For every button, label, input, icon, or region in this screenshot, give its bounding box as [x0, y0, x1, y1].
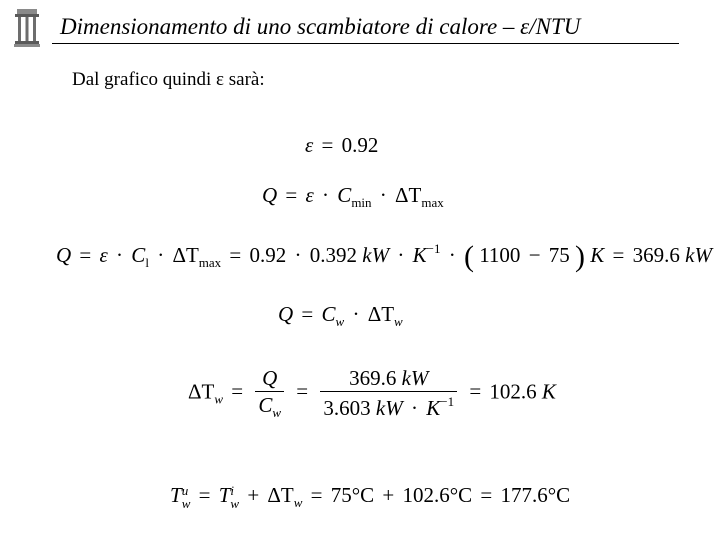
eq2-c-sub: min — [351, 195, 372, 210]
eq4-dot: · — [352, 302, 360, 326]
eq5-f1-den-sub: w — [272, 405, 282, 420]
eq5-lhs: ΔT — [188, 379, 215, 404]
eq2-eps: ε — [305, 183, 314, 207]
eq2-q: Q — [262, 183, 278, 207]
eq3-eps: ε — [99, 243, 108, 267]
heat-rate-calculation — [56, 242, 712, 272]
eq5-lhs-sub: w — [214, 391, 224, 407]
eq3-result: 369.6 — [632, 243, 680, 267]
eq2-t-sub: max — [421, 195, 444, 210]
eq3-cval: 0.392 — [309, 243, 358, 267]
eq3-unit-kw2: kW — [685, 243, 712, 267]
eq3-equals2: = — [229, 243, 242, 267]
eq4-c-sub: w — [335, 314, 345, 329]
eq3-t-in: 1100 — [479, 243, 521, 267]
eq4-q: Q — [278, 302, 294, 326]
epsilon-equation — [305, 135, 378, 156]
eq3-c-sub: l — [145, 255, 149, 270]
eq3-lparen: ( — [463, 240, 474, 273]
eq5-result: 102.6 — [489, 379, 537, 404]
eq3-dot1: · — [116, 243, 124, 267]
eq5-equals3: = — [469, 379, 482, 404]
water-heat-formula — [278, 304, 403, 328]
intro-text: Dal grafico quindi ε sarà: — [72, 69, 265, 90]
eq6-t-in-sub: w — [230, 496, 240, 511]
eq5-fraction-numeric — [320, 368, 457, 419]
eq6-equals2: = — [310, 482, 323, 507]
eq2-dot1: · — [322, 183, 330, 207]
eq3-equals1: = — [79, 243, 92, 267]
eq3-exp: −1 — [426, 241, 441, 256]
eq2-dot2: · — [379, 183, 387, 207]
eq3-eff: 0.92 — [249, 243, 287, 267]
eq3-q: Q — [56, 243, 72, 267]
eq2-c: C — [337, 183, 352, 207]
heat-rate-formula — [262, 185, 444, 209]
title-underline — [52, 43, 679, 44]
eq3-equals3: = — [612, 243, 625, 267]
eq3-minus: − — [528, 243, 541, 267]
eq6-t-out: T — [170, 482, 182, 507]
eq3-t-sub: max — [198, 255, 222, 270]
eq5-f2-den-unit: kW — [375, 396, 403, 420]
eq5-f2-den-val: 3.603 — [323, 396, 371, 420]
slide-title: Dimensionamento di uno scambiatore di calore – ε/NTU — [60, 14, 581, 39]
eq2-delta: ΔT — [395, 183, 422, 207]
eq3-dot2: · — [157, 243, 165, 267]
eq5-equals1: = — [231, 379, 244, 404]
eq3-dot4: · — [397, 243, 405, 267]
eq5-f1-num: Q — [262, 366, 278, 390]
eq3-dot5: · — [448, 243, 456, 267]
outlet-temperature-calculation — [170, 484, 570, 510]
eq4-equals: = — [301, 302, 314, 326]
eq6-t-out-sub: w — [181, 496, 191, 511]
eq3-unit-k2: K — [590, 243, 605, 267]
eq3-c: C — [131, 243, 146, 267]
eq6-equals3: = — [480, 482, 493, 507]
eq5-unit: K — [541, 379, 556, 404]
eq3-t-out: 75 — [548, 243, 570, 267]
eq4-c: C — [321, 302, 336, 326]
eq2-equals: = — [285, 183, 298, 207]
eq6-equals1: = — [198, 482, 211, 507]
eq6-plus2: + — [382, 482, 395, 507]
eq6-delta-sub: w — [293, 494, 303, 510]
eq3-dot3: · — [294, 243, 302, 267]
eq3-delta: ΔT — [172, 243, 199, 267]
eq6-delta: ΔT — [267, 482, 294, 507]
eq6-t-in: T — [218, 482, 231, 507]
eq3-unit-kw: kW — [362, 243, 390, 267]
eq5-f2-den-exp: −1 — [440, 394, 455, 409]
eq5-f2-num-val: 369.6 — [349, 366, 397, 390]
eq5-fraction-symbolic — [255, 368, 284, 419]
eq4-t-sub: w — [394, 314, 403, 329]
eq1-lhs: ε — [305, 133, 314, 157]
eq6-val1: 75°C — [330, 482, 375, 507]
eq6-plus: + — [247, 482, 260, 507]
eq5-f2-den-k: K — [426, 396, 441, 420]
eq6-val2: 102.6°C — [402, 482, 473, 507]
eq4-delta: ΔT — [367, 302, 395, 326]
eq6-t-in-sup: i — [230, 483, 235, 498]
temperature-rise-calculation — [188, 368, 556, 419]
eq5-f2-num-unit: kW — [401, 366, 429, 390]
eq1-equals: = — [321, 133, 334, 157]
eq5-f2-dot: · — [410, 396, 418, 420]
eq3-rparen: ) — [575, 240, 586, 273]
eq6-result: 177.6°C — [500, 482, 571, 507]
eq5-f1-den: C — [258, 393, 273, 417]
university-logo-icon — [14, 8, 40, 48]
eq6-t-out-sup: u — [181, 483, 189, 498]
eq3-unit-k: K — [412, 243, 427, 267]
eq5-equals2: = — [296, 379, 309, 404]
eq1-value: 0.92 — [341, 133, 379, 157]
